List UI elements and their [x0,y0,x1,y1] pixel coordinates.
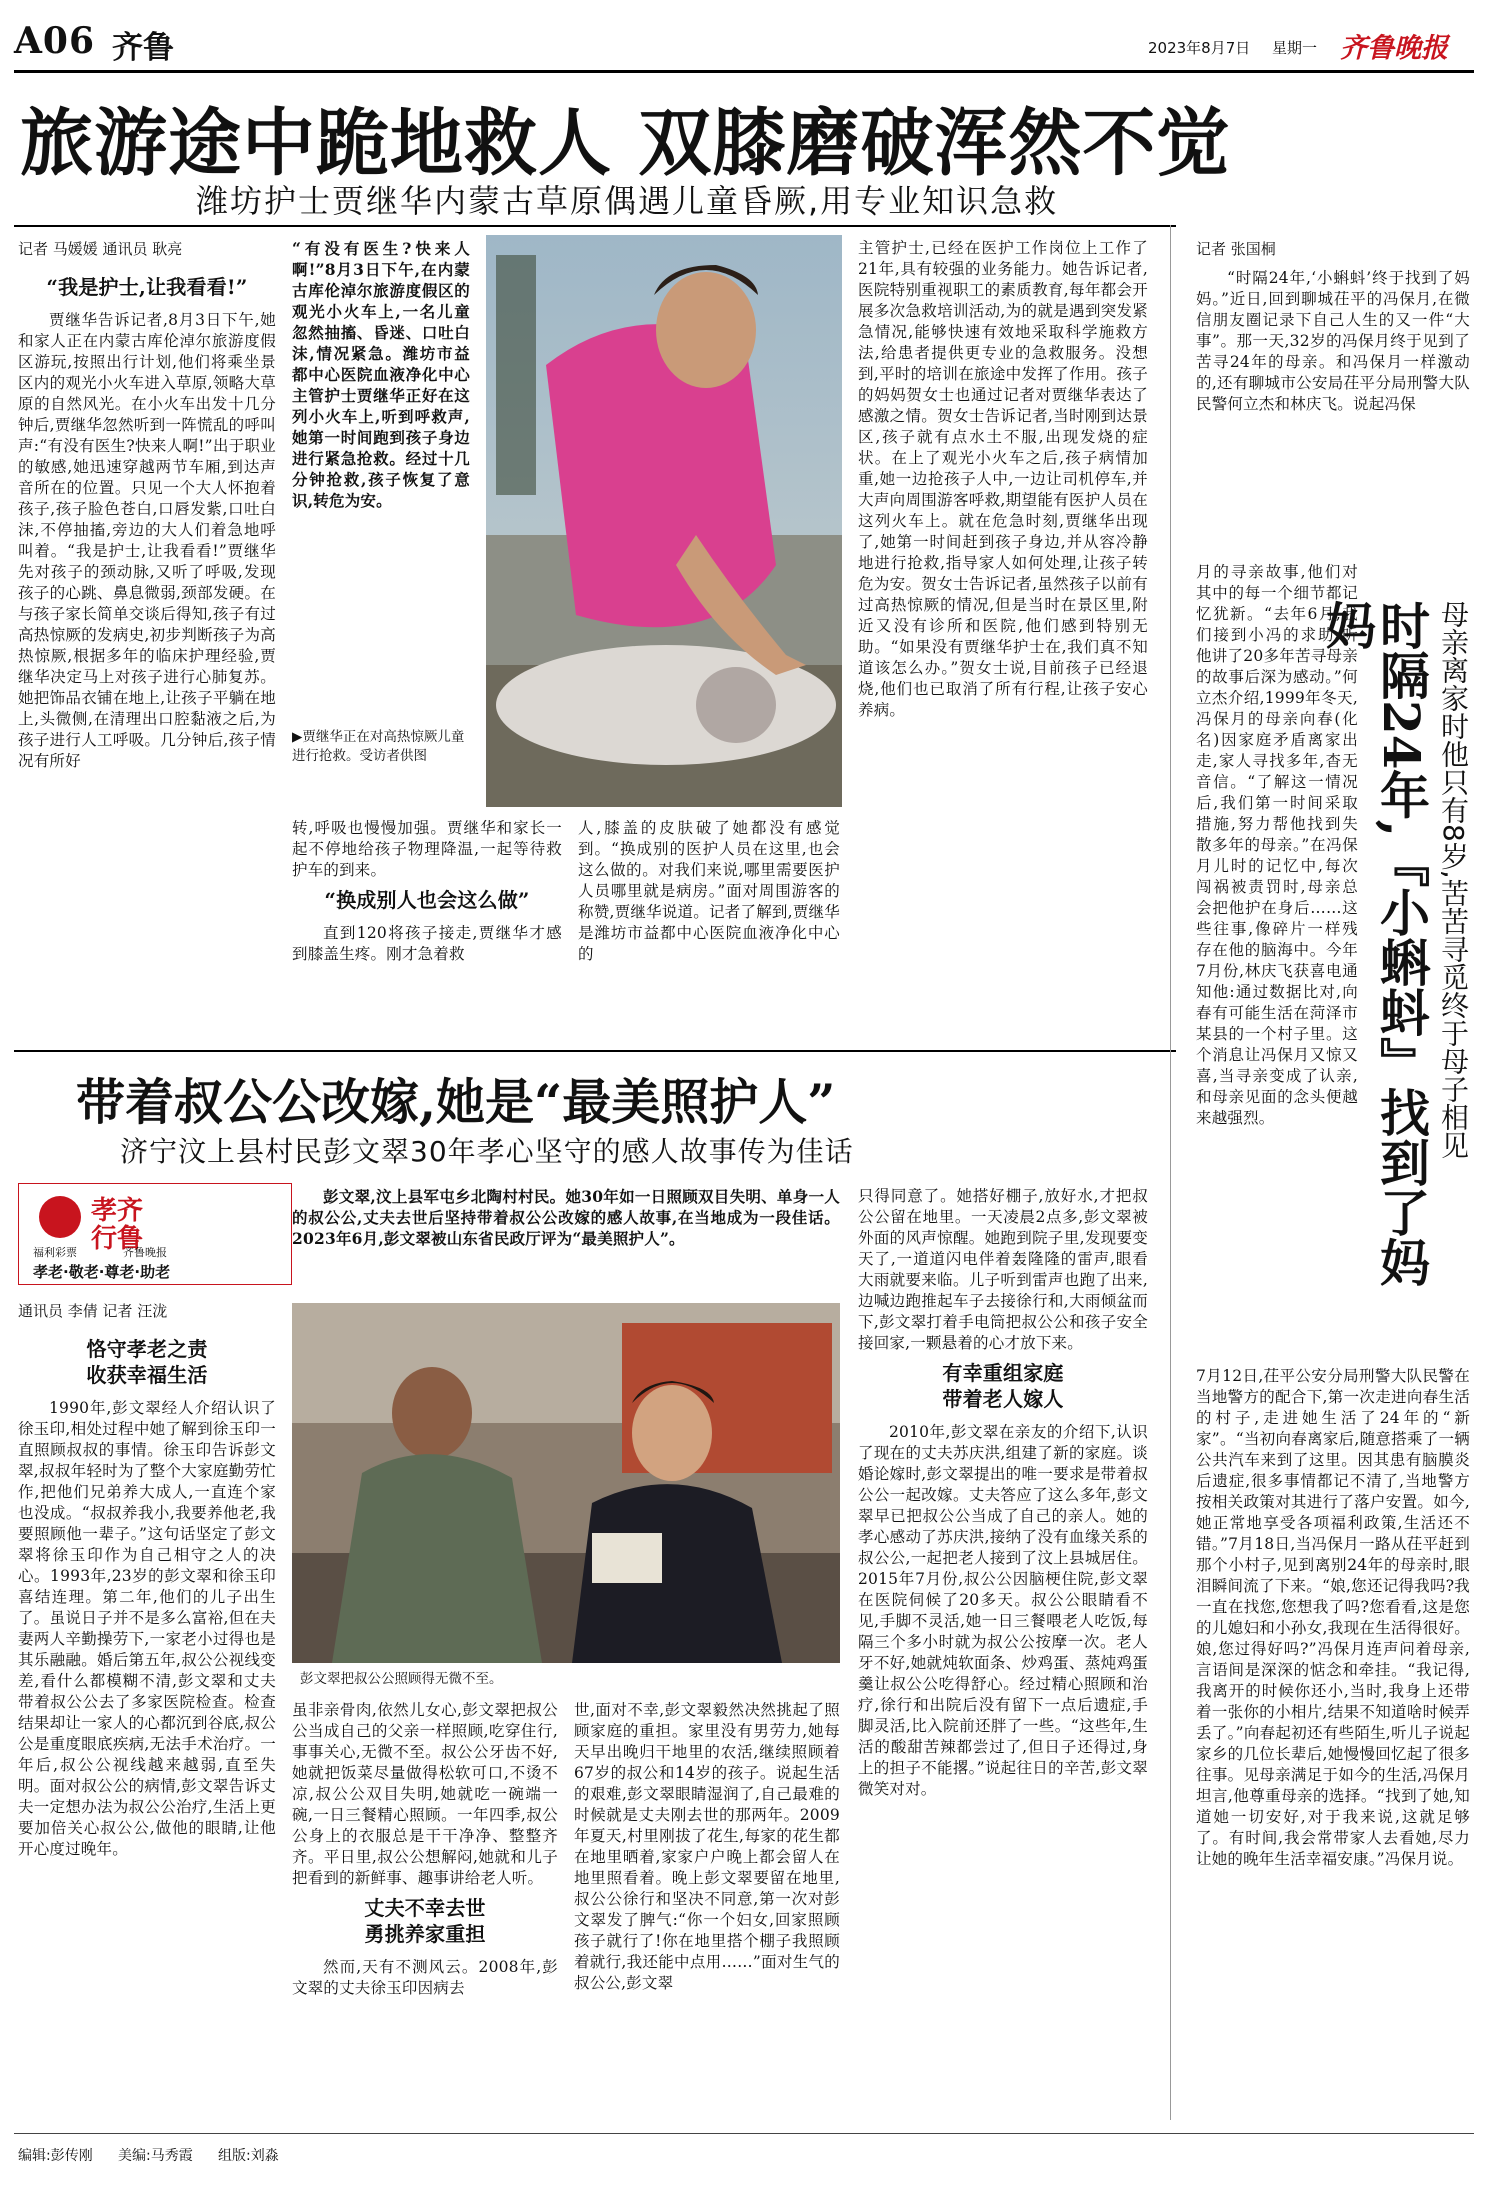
story1-col4 [858,238,1148,1043]
story2-section3-title [858,1360,1148,1412]
story2-section1-title-l1: 恪守孝老之责 [86,1337,208,1361]
story3-col-bottom [1196,1366,1470,2120]
footer-rule [14,2133,1474,2134]
lottery-logo-icon [39,1196,81,1238]
issue-weekday: 星期一 [1272,39,1318,57]
story2-col2-bottom-text: 虽非亲骨肉,依然儿女心,彭文翠把叔公公当成自己的父亲一样照顾,吃穿住行,事事关心,无微不至。叔公公牙齿不好,她就把饭菜尽量做得松软可口,不烫不凉,叔公公双目失明,她就吃一碗端一碗,一日三餐精心照顾。一年四季,叔公公身上的衣服总是干干净净、整整齐齐。平日里,叔公公想解闷,她就和儿子把看到的新鲜事、趣事讲给老人听。 [292,1701,558,1887]
story2-col3-bottom-text: 世,面对不幸,彭文翠毅然决然挑起了照顾家庭的重担。家里没有男劳力,她每天早出晚归干地里的农活,继续照顾着67岁的叔公和14岁的孩子。说起生活的艰难,彭文翠眼睛湿润了,自己最难的时候就是丈夫刚去世的那两年。2009年夏天,村里刚拔了花生,每家的花生都在地里晒着,家家户户晚上都会留人在地里照看着。晚上彭文翠要留在地里,叔公公徐行和坚决不同意,第一次对彭文翠发了脾气:“你一个妇女,回家照顾孩子就行了!你在地里搭个棚子我照顾着就行,我还能中点用……”面对生气的叔公公,彭文翠 [574,1701,840,1992]
story-divider [14,1050,1176,1052]
story2-section2-title-l1: 丈夫不幸去世 [364,1896,486,1920]
story2-headline: 带着叔公公改嫁,她是“最美照护人” [76,1073,836,1131]
story3-subhead: 母亲离家时他只有8岁,苦苦寻觅终于母子相见 [1437,600,1470,1159]
story2-col3-bottom [574,1700,840,2120]
story1-headline: 旅游途中跪地救人 双膝磨破浑然不觉 [20,100,1231,186]
story3-col-narrow-text: 月的寻亲故事,他们对其中的每一个细节都记忆犹新。“去年6月,我们接到小冯的求助,听他讲了20多年苦寻母亲的故事后深为感动。”何立杰介绍,1999年冬天,冯保月的母亲向春(化名)因家庭矛盾离家出走,家人寻找多年,杳无音信。“了解这一情况后,我们第一时间采取措施,努力帮他找到失散多年的母亲。”在冯保月儿时的记忆中,每次闯祸被责罚时,母亲总会把他护在身后……这些往事,像碎片一样残存在他的脑海中。今年7月份,林庆飞获喜电通知他:通过数据比对,向春有可能生活在菏泽市某县的一个村子里。这个消息让冯保月又惊又喜,当寻亲变成了认亲,和母亲见面的念头便越来越强烈。 [1196,563,1358,1127]
story1-photo [486,235,842,807]
story3-col-bottom-text: 7月12日,茌平公安分局刑警大队民警在当地警方的配合下,第一次走进向春生活的村子,走进她生活了24年的“新家”。“当初向春离家后,随意搭乘了一辆公共汽车来到了这里。因其患有脑膜炎后遗症,很多事情都记不清了,当地警方按相关政策对其进行了落户安置。如今,她正常地享受各项福利政策,生活还不错。”7月18日,当冯保月一路从茌平赶到那个小村子,见到离别24年的母亲时,眼泪瞬间流了下来。“娘,您还记得我吗?我一直在找您,您想我了吗?您看看,这是您的儿媳妇和小孙女,我现在生活得很好。娘,您过得好吗?”冯保月连声问着母亲,言语间是深深的惦念和牵挂。“我记得,我离开的时候你还小,当时,我身上还带着一张你的小相片,结果不知道啥时候弄丢了。”向春起初还有些陌生,听儿子说起家乡的几位长辈后,她慢慢回忆起了很多往事。见母亲满足于如今的生活,冯保月坦言,他尊重母亲的选择。“找到了她,知道她一切安好,对于我来说,这就足够了。有时间,我会常带家人去看她,尽力让她的晚年生活幸福安康。”冯保月说。 [1196,1367,1470,1868]
story2-section1-title [18,1336,276,1388]
story1-lead-text: “有没有医生?快来人啊!”8月3日下午,在内蒙古库伦淖尔旅游度假区的观光小火车上,一名儿童忽然抽搐、昏迷、口吐白沫,情况紧急。潍坊市益都中心医院血液净化中心主管护士贾继华正好在这列小火车上,听到呼救声,她第一时间跑到孩子身边进行紧急抢救。经过十几分钟抢救,孩子恢复了意识,转危为安。 [292,239,470,510]
story1-top-rule [14,225,1176,227]
logo-slogan: 孝老·敬老·尊老·助老 [33,1263,171,1281]
story2-section2-title-l2: 勇挑养家重担 [364,1922,486,1946]
footer-layout: 组版:刘淼 [218,2148,279,2164]
story1-subhead: 潍坊护士贾继华内蒙古草原偶遇儿童昏厥,用专业知识急救 [196,182,1059,220]
story2-col1-text: 1990年,彭文翠经人介绍认识了徐玉印,相处过程中她了解到徐玉印一直照顾叔叔的事情。徐玉印告诉彭文翠,叔叔年轻时为了整个大家庭勤劳忙作,把他们兄弟养大成人,一直连个家也没成。“叔叔养我小,我要养他老,我要照顾他一辈子。”这句话坚定了彭文翠将徐玉印作为自己相守之人的决心。1993年,23岁的彭文翠和徐玉印喜结连理。第二年,他们的儿子出生了。虽说日子并不是多么富裕,但在夫妻两人辛勤操劳下,一家老小过得也是其乐融融。婚后第五年,叔公公视线变差,看什么都模糊不清,彭文翠和丈夫带着叔公公去了多家医院检查。检查结果却让一家人的心都沉到谷底,叔公公是重度眼底疾病,无法手术治疗。一年后,叔公公视线越来越弱,直至失明。面对叔公公的病情,彭文翠告诉丈夫一定想办法为叔公公治疗,生活上更要加倍关心叔公公,做他的眼睛,让他开心度过晚年。 [18,1399,276,1858]
story1-col2-bottom2-text: 直到120将孩子接走,贾继华才感到膝盖生疼。刚才急着救 [292,924,562,963]
story3-headline: 时隔24年,『小蝌蚪』找到了妈妈 [1318,600,1431,1287]
logo-small-2: 齐鲁晚报 [123,1246,167,1259]
story2-photo-caption: 彭文翠把叔公公照顾得无微不至。 [300,1671,503,1687]
story2-section3-title-l2: 带着老人嫁人 [942,1387,1064,1411]
story2-section2-title [292,1895,558,1947]
masthead-rule [14,70,1474,73]
story1-col4-text: 主管护士,已经在医护工作岗位上工作了21年,具有较强的业务能力。她告诉记者,医院特别重视职工的素质教育,每年都会开展多次急救培训活动,为的就是遇到突发紧急情况,能够快速有效地采取科学施救方法,给患者提供更专业的急救服务。没想到,平时的培训在旅途中发挥了作用。孩子的妈妈贺女士也通过记者对贾继华表达了感激之情。贺女士告诉记者,当时刚到达景区,孩子就有点水土不服,出现发烧的症状。在上了观光小火车之后,孩子病情加重,她一边抢孩子人中,一边让司机停车,并大声向周围游客呼救,期望能有医护人员在这列火车上。就在危急时刻,贾继华出现了,她第一时间赶到孩子身边,并从容冷静地进行抢救,指导家人如何处理,让孩子转危为安。贺女士告诉记者,虽然孩子以前有过高热惊厥的情况,但是当时在景区里,附近又没有诊所和医院,他们感到特别无助。“如果没有贾继华护士在,我们真不知道该怎么办。”贺女士说,目前孩子已经退烧,他们也已取消了所有行程,让孩子安心养病。 [858,239,1148,719]
right-column-rule [1170,225,1171,2120]
story1-byline: 记者 马媛媛 通讯员 耿亮 [18,240,183,258]
story1-lead [292,238,470,798]
story2-col4-bottom-text: 2010年,彭文翠在亲友的介绍下,认识了现在的丈夫苏庆洪,组建了新的家庭。谈婚论嫁时,彭文翠提出的唯一要求是带着叔公公一起改嫁。丈夫答应了这么多年,彭文翠早已把叔公公当成了自己的亲人。她的孝心感动了苏庆洪,接纳了没有血缘关系的叔公公,一起把老人接到了汶上县城居住。2015年7月份,叔公公因脑梗住院,彭文翠在医院伺候了20多天。叔公公眼睛看不见,手脚不灵活,她一日三餐喂老人吃饭,每隔三个多小时就为叔公公按摩一次。老人牙不好,她就炖软面条、炒鸡蛋、蒸炖鸡蛋羹让叔公公吃得舒心。经过精心照顾和治疗,徐行和出院后没有留下一点后遗症,手脚灵活,比入院前还胖了一些。“这些年,生活的酸甜苦辣都尝过了,但日子还得过,身上的担子不能撂。”说起往日的辛苦,彭文翠微笑对对。 [858,1423,1148,1798]
story2-col4-top-text: 只得同意了。她搭好棚子,放好水,才把叔公公留在地里。一天凌晨2点多,彭文翠被外面的风声惊醒。她跑到院子里,发现要变天了,一道道闪电伴着轰隆隆的雷声,眼看大雨就要来临。儿子听到雷声也跑了出来,边喊边跑推起车子去接徐行和,大雨倾盆而下,彭文翠打着手电筒把叔公公和孩子安全接回家,一颗悬着的心才放下来。 [858,1187,1148,1352]
story2-subhead: 济宁汶上县村民彭文翠30年孝心坚守的感人故事传为佳话 [120,1135,854,1168]
logo-title-line2: 行鲁 [91,1224,144,1254]
footer-editor: 编辑:彭传刚 [18,2148,93,2164]
story2-byline: 通讯员 李倩 记者 汪泷 [18,1302,168,1320]
paper-logo: 齐鲁晚报 [1340,33,1448,64]
story1-section1-title: “我是护士,让我看看!” [46,275,248,299]
story2-lead [292,1186,840,1296]
story3-col-top [1196,268,1470,560]
story3-col-narrow [1196,562,1358,1362]
story1-col2-bottom [292,818,562,1043]
story2-section1-title-l2: 收获幸福生活 [86,1363,208,1387]
section-name: 齐鲁 [112,30,174,66]
story2-col2-bottom [292,1700,558,2120]
story1-col1-text: 贾继华告诉记者,8月3日下午,她和家人正在内蒙古库伦淖尔旅游度假区游玩,按照出行计划,他们将乘坐景区内的观光小火车进入草原,领略大草原的自然风光。在小火车出发十几分钟后,贾继华忽然听到一阵慌乱的呼叫声:“有没有医生?快来人啊!”出于职业的敏感,她迅速穿越两节车厢,到达声音所在的位置。只见一个大人怀抱着孩子,孩子脸色苍白,口唇发紫,口吐白沫,不停抽搐,旁边的大人们着急地呼叫着。“我是护士,让我看看!”贾继华先对孩子的颈动脉,又听了呼吸,发现孩子的心跳、鼻息微弱,颈部发硬。在与孩子家长简单交谈后得知,孩子有过高热惊厥的发病史,初步判断孩子为高热惊厥,根据多年的临床护理经验,贾继华决定马上对孩子进行心肺复苏。她把饰品衣铺在地上,让孩子平躺在地上,头微侧,在清理出口腔黏液之后,为孩子进行人工呼吸。几分钟后,孩子情况有所好 [18,311,276,770]
story2-photo [292,1303,840,1663]
issue-date: 2023年8月7日 [1148,39,1251,57]
story2-section3-title-l1: 有幸重组家庭 [942,1361,1064,1385]
logo-small-1: 福利彩票 [33,1246,77,1259]
story3-col-top-text: “时隔24年,‘小蝌蚪’终于找到了妈妈。”近日,回到聊城茌平的冯保月,在微信朋友圈记录下自己人生的又一件“大事”。那一天,32岁的冯保月终于见到了苦寻24年的母亲。和冯保月一样激动的,还有聊城市公安局茌平分局刑警大队民警何立杰和林庆飞。说起冯保 [1196,269,1470,413]
story1-col2-bottom-text: 转,呼吸也慢慢加强。贾继华和家长一起不停地给孩子物理降温,一起等待救护车的到来。 [292,819,562,879]
footer-art-editor: 美编:马秀霞 [118,2148,193,2164]
story1-col3-bottom-text: 人,膝盖的皮肤破了她都没有感觉到。“换成别的医护人员在这里,也会这么做的。对我们来说,哪里需要医护人员哪里就是病房。”面对周围游客的称赞,贾继华说道。记者了解到,贾继华是潍坊市益都中心医院血液净化中心的 [578,819,840,963]
story1-col1 [18,268,276,1043]
story2-col4 [858,1186,1148,2120]
story1-section2-title: “换成别人也会这么做” [324,888,530,912]
page-code: A06 [14,20,96,62]
story2-col2-bottom2-text: 然而,天有不测风云。2008年,彭文翠的丈夫徐玉印因病去 [292,1958,558,1997]
story1-col3-bottom [578,818,840,1043]
story3-byline: 记者 张国桐 [1196,240,1276,258]
story2-col1 [18,1330,276,2120]
logo-title-line1: 孝齐 [91,1196,144,1226]
story1-photo-caption: ▶贾继华正在对高热惊厥儿童进行抢救。受访者供图 [292,729,465,764]
story2-lead-text: 彭文翠,汶上县军屯乡北陶村村民。她30年如一日照顾双目失明、单身一人的叔公公,丈夫去世后坚持带着叔公公改嫁的感人故事,在当地成为一段佳话。2023年6月,彭文翠被山东省民政厅评为“最美照护人”。 [292,1187,840,1248]
story2-logo [18,1183,292,1285]
